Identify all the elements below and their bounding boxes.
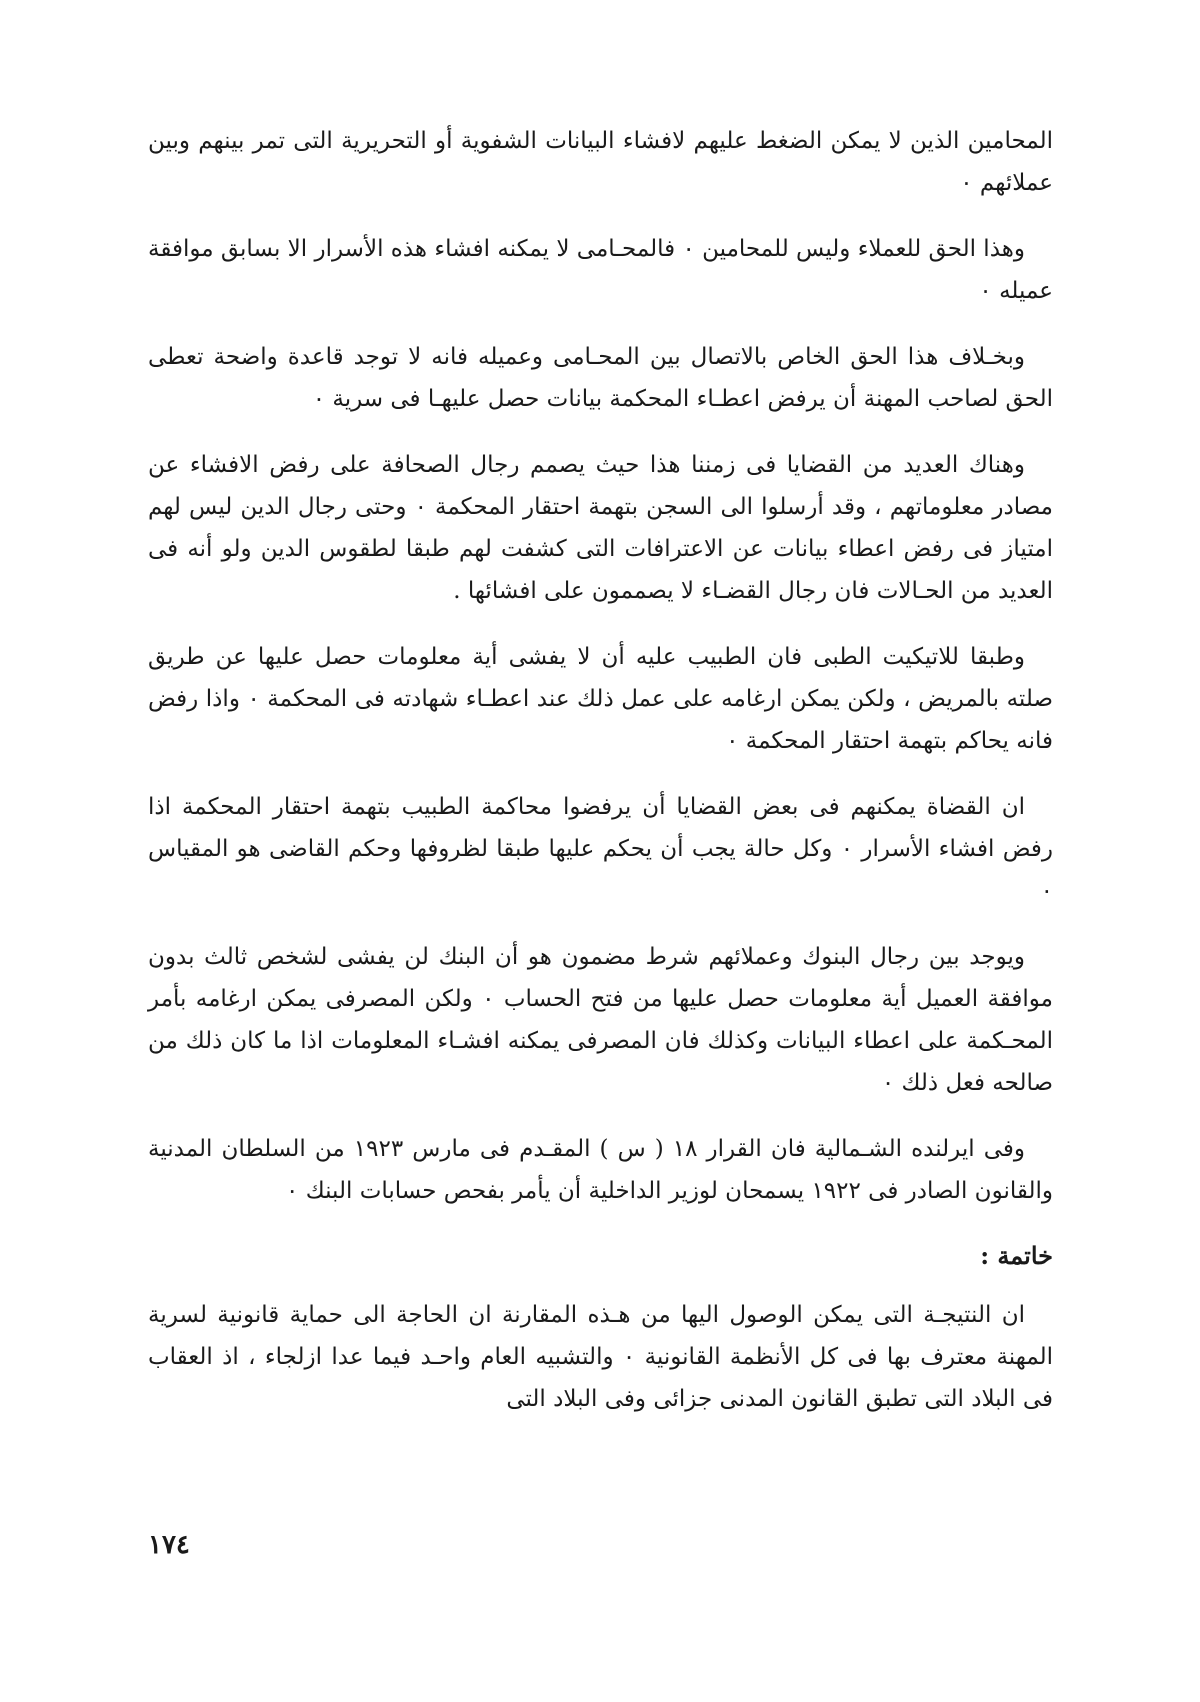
paragraph-4-text: وهناك العديد من القضايا فى زمننا هذا حيث يصمم رجال الصحافة على رفض الافشاء عن مصادر معلوماتهم ، وقد أرسلوا الى السجن بتهمة احتقار المحكمة ٠ وحتى رجال الدين ليس لهم امتياز فى رفض اعطاء بيانات عن الاعترافات التى كشفت لهم طبقا لطقوس الدين ولو أنه فى العديد من الحـالات فان رجال القضـاء لا يصممون على افشائها .	[148, 452, 1053, 604]
paragraph-2	[148, 228, 1053, 312]
paragraph-3	[148, 336, 1053, 420]
paragraph-6	[148, 786, 1053, 912]
conclusion-text: ان النتيجـة التى يمكن الوصول اليها من هـذه المقارنة ان الحاجة الى حماية قانونية لسرية المهنة معترف بها فى كل الأنظمة القانونية ٠ والتشبيه العام واحـد فيما عدا ازلجاء ، اذ العقاب فى البلاد التى تطبق القانون المدنى جزائى وفى البلاد التى	[148, 1302, 1054, 1412]
paragraph-1-text: المحامين الذين لا يمكن الضغط عليهم لافشاء البيانات الشفوية أو التحريرية التى تمر بينهم وبين عملائهم ٠	[148, 128, 1053, 196]
paragraph-2-text: وهذا الحق للعملاء وليس للمحامين ٠ فالمحـامى لا يمكنه افشاء هذه الأسرار الا بسابق موافقة عميله ٠	[147, 236, 1053, 304]
paragraph-8	[148, 1128, 1053, 1212]
paragraph-7-text: ويوجد بين رجال البنوك وعملائهم شرط مضمون هو أن البنك لن يفشى لشخص ثالث بدون موافقة العميل أية معلومات حصل عليها من فتح الحساب ٠ ولكن المصرفى يمكن ارغامه بأمر المحـكمة على اعطاء البيانات وكذلك فان المصرفى يمكنه افشـاء المعلومات اذا ما كان ذلك من صالحه فعل ذلك ٠	[148, 944, 1053, 1096]
paragraph-4	[148, 444, 1053, 612]
document-page	[148, 120, 1053, 1444]
paragraph-6-text: ان القضاة يمكنهم فى بعض القضايا أن يرفضوا محاكمة الطبيب بتهمة احتقار المحكمة اذا رفض افشاء الأسرار ٠ وكل حالة يجب أن يحكم عليها طبقا لظروفها وحكم القاضى هو المقياس ٠	[148, 794, 1054, 904]
paragraph-1	[148, 120, 1053, 204]
paragraph-7	[148, 936, 1053, 1104]
paragraph-3-text: وبخـلاف هذا الحق الخاص بالاتصال بين المحـامى وعميله فانه لا توجد قاعدة واضحة تعطى الحق لصاحب المهنة أن يرفض اعطـاء المحكمة بيانات حصل عليهـا فى سرية ٠	[148, 344, 1053, 412]
paragraph-5	[148, 636, 1053, 762]
paragraph-5-text: وطبقا للاتيكيت الطبى فان الطبيب عليه أن لا يفشى أية معلومات حصل عليها عن طريق صلته بالمريض ، ولكن يمكن ارغامه على عمل ذلك عند اعطـاء شهادته فى المحكمة ٠ واذا رفض فانه يحاكم بتهمة احتقار المحكمة ٠	[148, 644, 1053, 754]
section-heading: خاتمة :	[980, 1241, 1053, 1270]
page-number: ١٧٤	[148, 1530, 190, 1560]
conclusion-paragraph	[148, 1294, 1053, 1420]
paragraph-8-text: وفى ايرلنده الشـمالية فان القرار ١٨ ( س ) المقـدم فى مارس ١٩٢٣ من السلطان المدنية والقانون الصادر فى ١٩٢٢ يسمحان لوزير الداخلية أن يأمر بفحص حسابات البنك ٠	[148, 1136, 1053, 1204]
